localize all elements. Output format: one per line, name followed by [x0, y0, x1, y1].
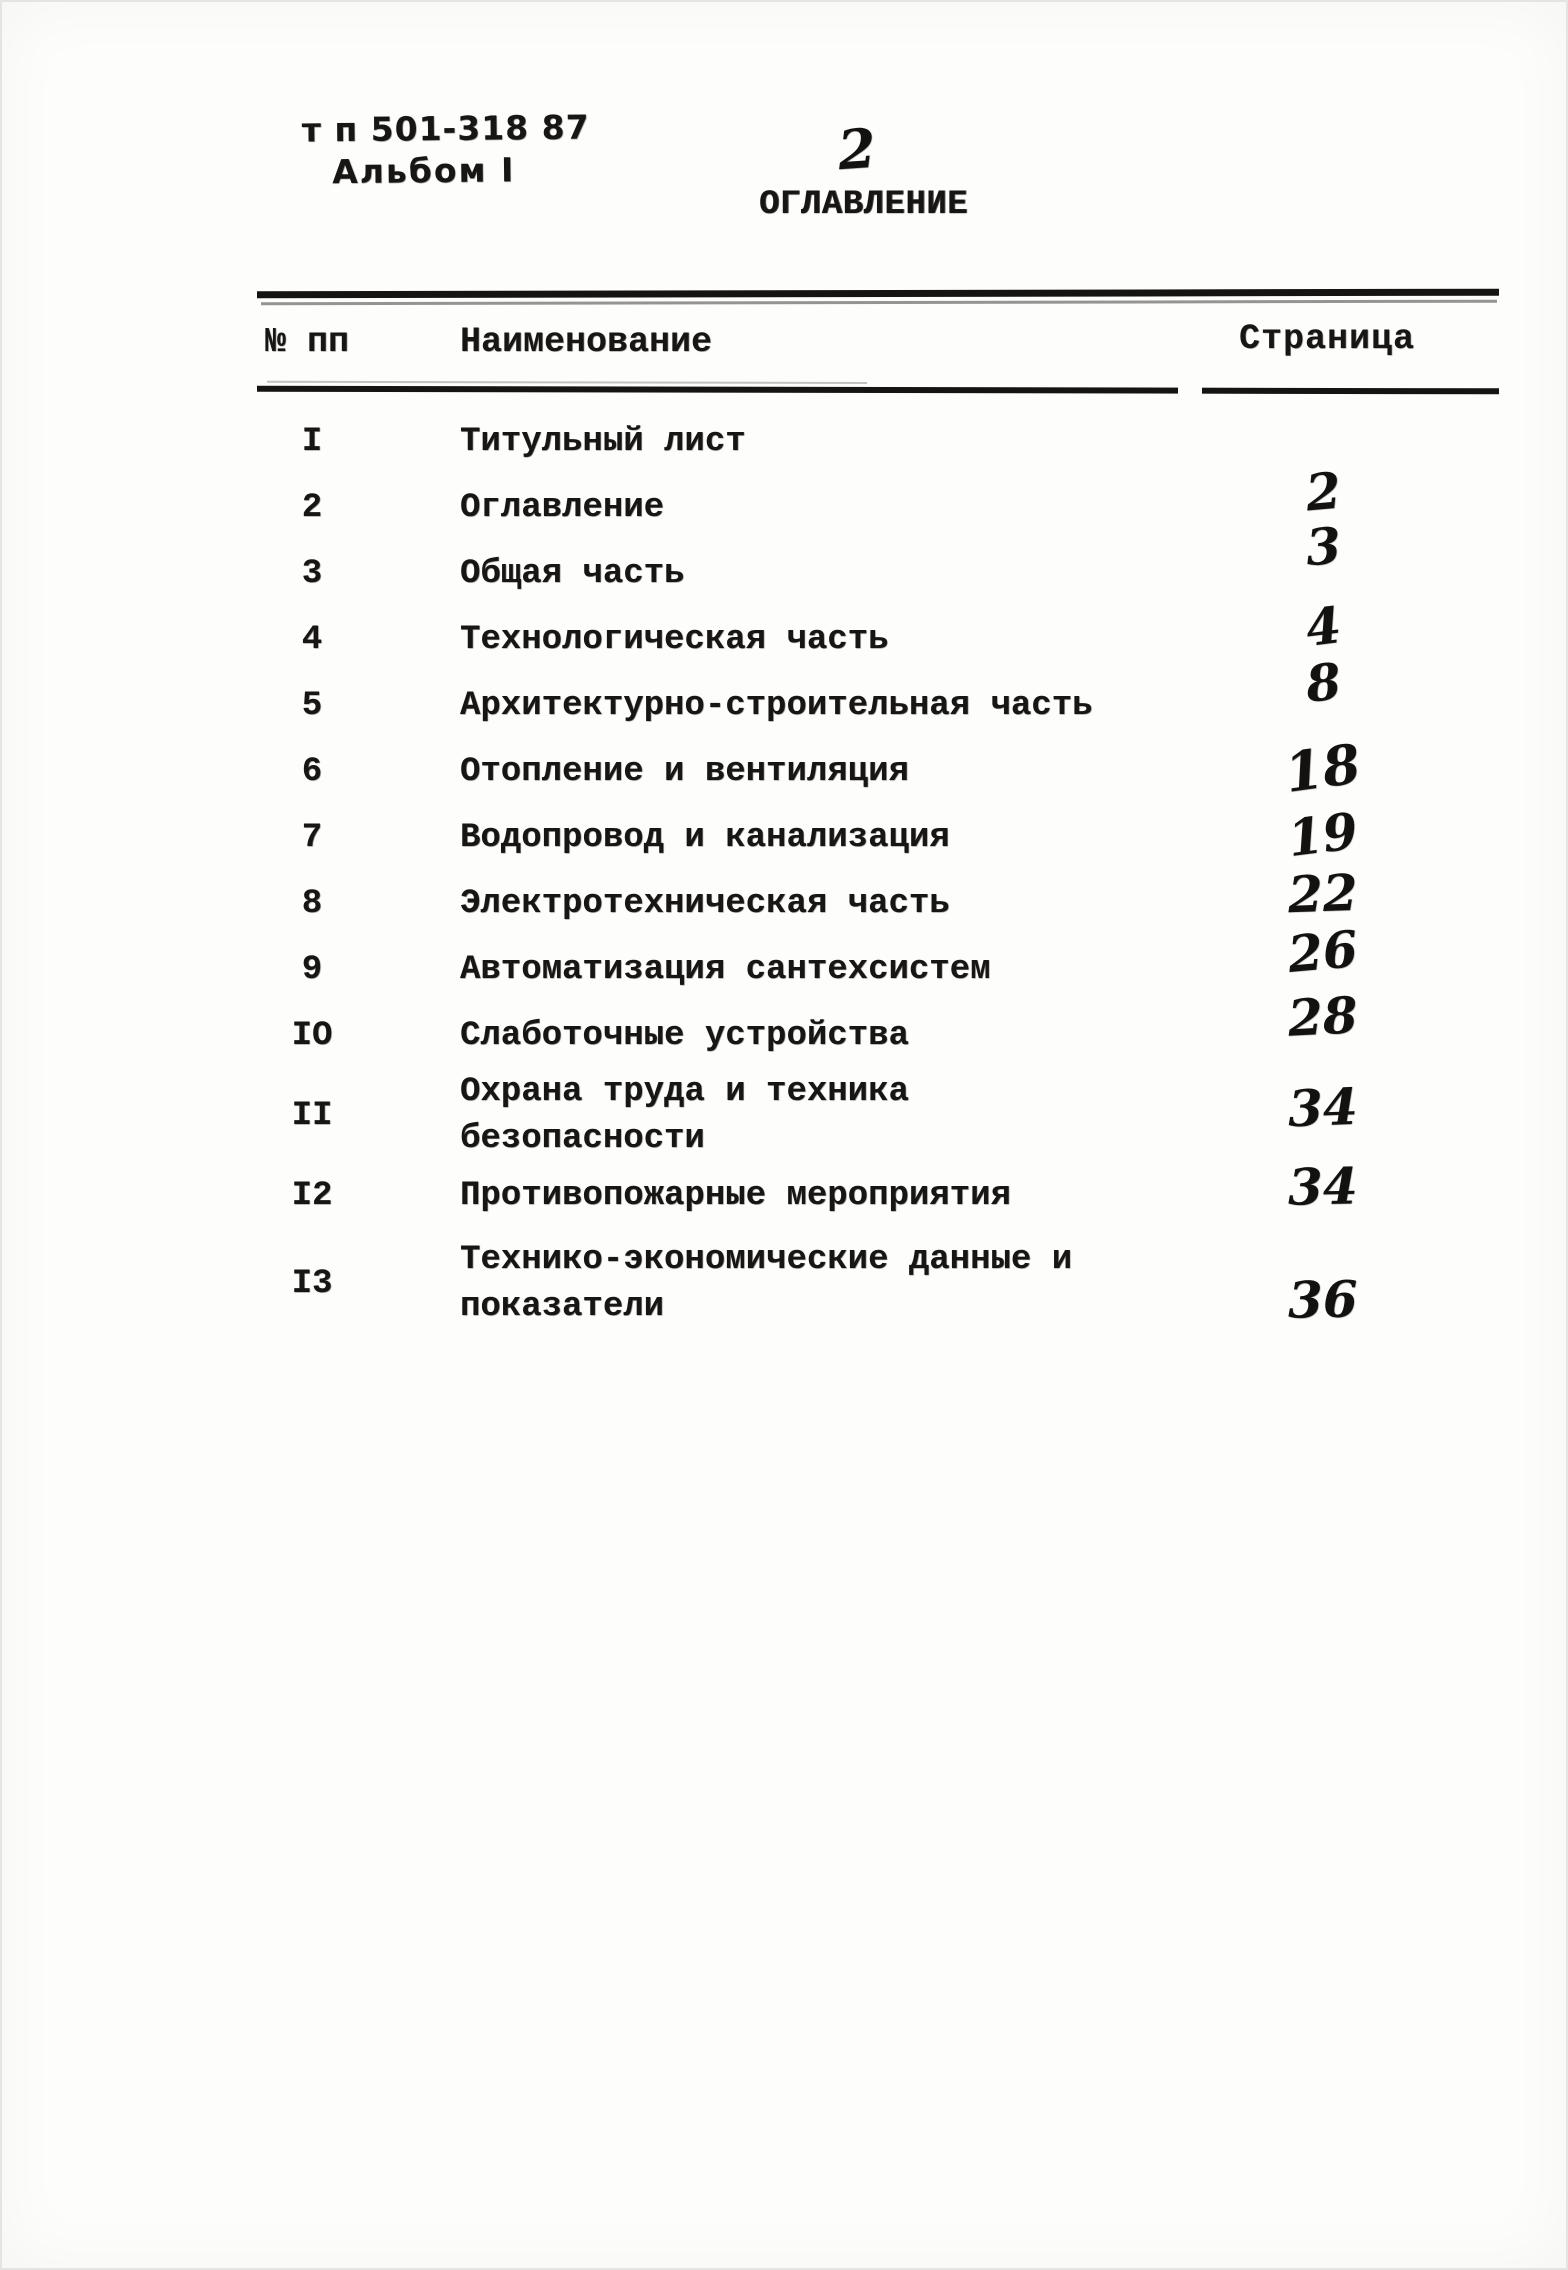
row-title: Оглавление: [460, 488, 665, 527]
table-row: [257, 800, 1499, 871]
row-number: 6: [301, 753, 323, 791]
page-title: ОГЛАВЛЕНИЕ: [759, 186, 969, 224]
row-title: Автоматизация сантехсистем: [460, 950, 991, 989]
column-header-num: № пп: [265, 322, 350, 362]
row-number: I: [301, 423, 323, 461]
row-page: 36: [1287, 1269, 1359, 1330]
row-number: 5: [301, 687, 323, 725]
row-title: Водопровод и канализация: [460, 818, 950, 857]
doc-stamp: [302, 106, 591, 193]
table-row: [257, 1156, 1499, 1229]
row-page: 26: [1285, 919, 1361, 984]
row-title: Архитектурно-строительная часть: [460, 686, 1093, 725]
row-title: Противопожарные мероприятия: [460, 1176, 1011, 1215]
table-row: [257, 985, 1499, 1069]
table-row: [257, 1069, 1499, 1163]
table-header-rule: [257, 386, 1499, 395]
row-page: 19: [1284, 800, 1362, 869]
row-number: 4: [301, 621, 323, 659]
row-page: 18: [1281, 731, 1365, 805]
table-row: [257, 731, 1499, 805]
row-title: Отопление и вентиляция: [460, 752, 909, 791]
row-page: 2: [1303, 460, 1343, 523]
row-number: II: [291, 1097, 333, 1135]
doc-stamp-album: Альбом I: [332, 150, 516, 192]
row-title: Охрана труда и техника безопасности: [460, 1073, 909, 1158]
toc-rows: [257, 409, 1499, 1331]
table-row: [257, 651, 1499, 739]
row-page: 22: [1287, 862, 1359, 925]
table-top-rule: [257, 289, 1499, 299]
row-page: 34: [1287, 1156, 1359, 1217]
row-number: 8: [301, 885, 323, 923]
row-number: I2: [291, 1177, 333, 1215]
row-number: 3: [301, 555, 323, 593]
row-number: 9: [301, 951, 323, 989]
row-page: 3: [1303, 515, 1343, 578]
row-number: IO: [291, 1017, 333, 1055]
row-number: 7: [301, 819, 323, 857]
row-page: 28: [1286, 985, 1360, 1048]
row-page: 34: [1287, 1076, 1359, 1139]
row-number: I3: [291, 1265, 333, 1303]
row-page: 4: [1302, 595, 1344, 658]
sheet-page-number: 2: [835, 115, 878, 183]
row-title: Технико-экономические данные и показатели: [460, 1241, 1073, 1326]
row-title: Слаботочные устройства: [460, 1016, 909, 1055]
row-number: 2: [301, 489, 323, 527]
row-title: Общая часть: [460, 554, 685, 593]
row-title: Титульный лист: [460, 422, 746, 461]
column-header-page: Страница: [1239, 319, 1416, 359]
row-title: Электротехническая часть: [460, 884, 950, 923]
doc-stamp-code: т п 501-318 87: [301, 107, 590, 150]
column-header-name: Наименование: [460, 322, 713, 362]
row-page: 8: [1302, 651, 1344, 714]
row-title: Технологическая часть: [460, 620, 889, 659]
table-row: [257, 1229, 1499, 1331]
